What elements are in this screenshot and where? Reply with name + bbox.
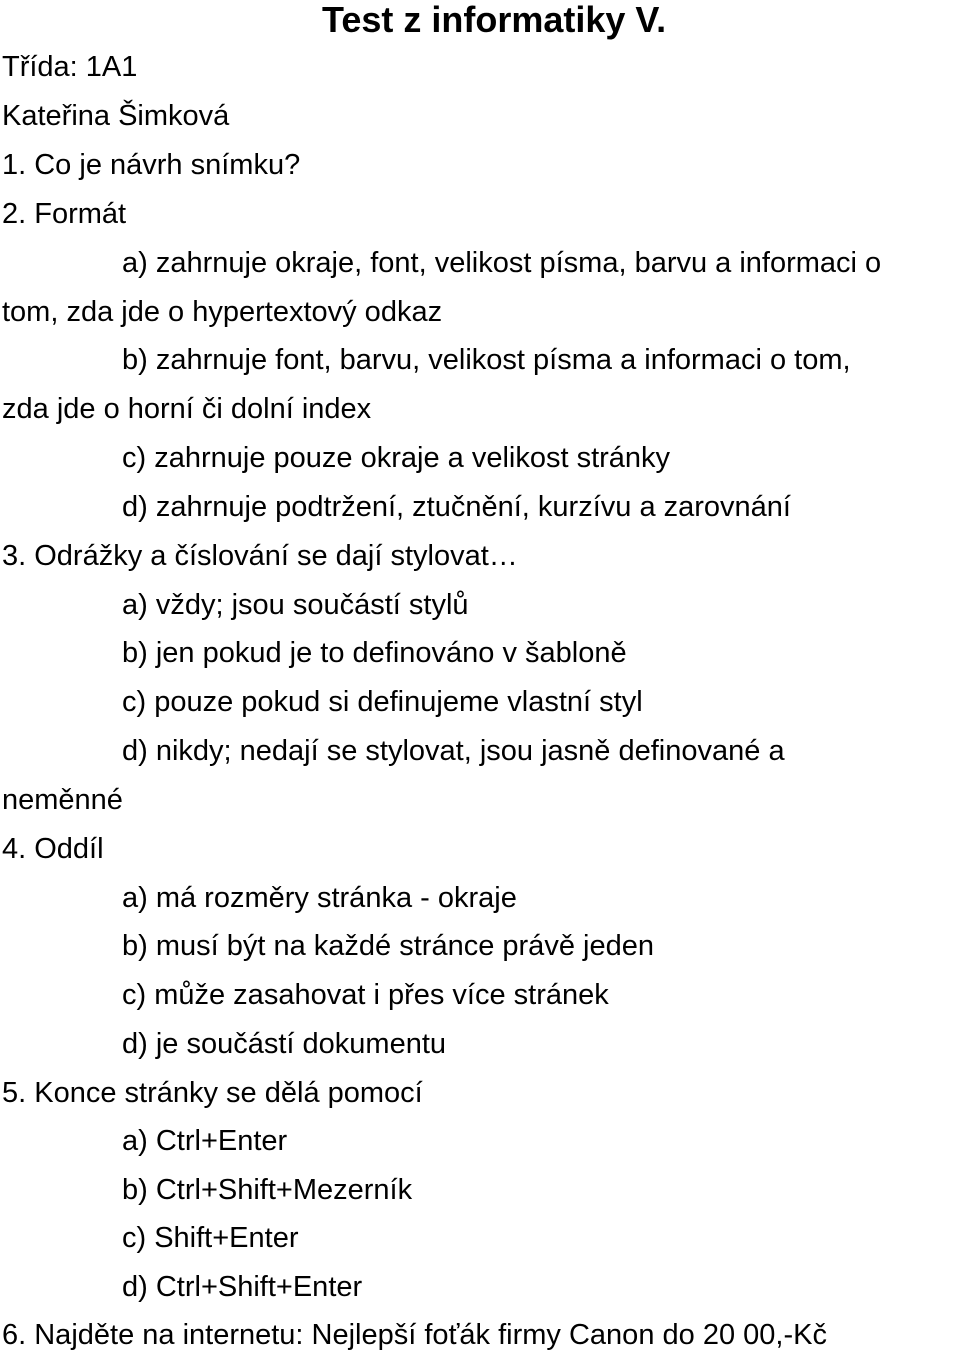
question-4-option-c: c) může zasahovat i přes více stránek	[122, 979, 609, 1011]
question-3-option-a: a) vždy; jsou součástí stylů	[122, 589, 469, 621]
question-2-option-b-continued: zda jde o horní či dolní index	[2, 393, 372, 425]
question-2-option-d: d) zahrnuje podtržení, ztučnění, kurzívu a zarovnání	[122, 491, 791, 523]
question-1: 1. Co je návrh snímku?	[2, 149, 301, 181]
student-name: Kateřina Šimková	[2, 100, 230, 132]
question-3: 3. Odrážky a číslování se dají stylovat…	[2, 540, 518, 572]
question-2-option-a-continued: tom, zda jde o hypertextový odkaz	[2, 296, 443, 328]
question-5-option-d: d) Ctrl+Shift+Enter	[122, 1271, 363, 1303]
question-5-option-c: c) Shift+Enter	[122, 1222, 299, 1254]
class-line: Třída: 1A1	[2, 51, 138, 83]
question-2-option-b: b) zahrnuje font, barvu, velikost písma a informaci o tom,	[122, 344, 851, 376]
question-3-option-d-continued: neměnné	[2, 784, 123, 816]
question-3-option-c: c) pouze pokud si definujeme vlastní styl	[122, 686, 643, 718]
question-5-option-b: b) Ctrl+Shift+Mezerník	[122, 1174, 413, 1206]
question-3-option-b: b) jen pokud je to definováno v šabloně	[122, 637, 627, 669]
question-4-option-a: a) má rozměry stránka - okraje	[122, 882, 517, 914]
question-2-option-c: c) zahrnuje pouze okraje a velikost stránky	[122, 442, 671, 474]
question-4-option-d: d) je součástí dokumentu	[122, 1028, 447, 1060]
question-4: 4. Oddíl	[2, 833, 104, 865]
question-6: 6. Najděte na internetu: Nejlepší foťák firmy Canon do 20 00,-Kč	[2, 1319, 827, 1351]
question-5-option-a: a) Ctrl+Enter	[122, 1125, 288, 1157]
document-title: Test z informatiky V.	[322, 0, 667, 40]
question-4-option-b: b) musí být na každé stránce právě jeden	[122, 930, 654, 962]
question-2-option-a: a) zahrnuje okraje, font, velikost písma, barvu a informaci o	[122, 247, 882, 279]
question-5: 5. Konce stránky se dělá pomocí	[2, 1077, 423, 1109]
question-2: 2. Formát	[2, 198, 127, 230]
question-3-option-d: d) nikdy; nedají se stylovat, jsou jasně definované a	[122, 735, 785, 767]
